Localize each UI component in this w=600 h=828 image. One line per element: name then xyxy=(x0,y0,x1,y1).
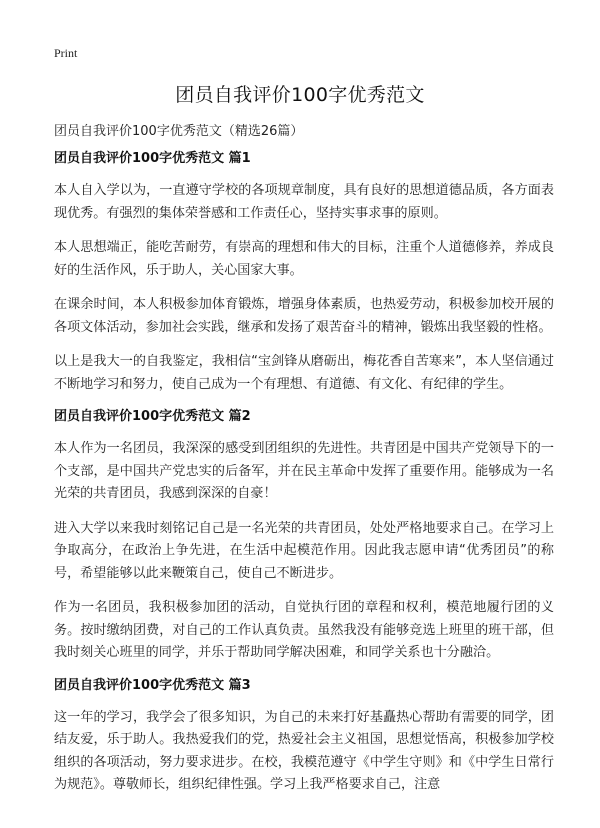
section-heading-1: 团员自我评价100字优秀范文 篇1 xyxy=(54,151,251,166)
paragraph: 本人作为一名团员，我深深的感受到团组织的先进性。共青团是中国共产党领导下的一个支部，是中国共产党忠实的后备军，并在民主革命中发挥了重要作用。能够成为一名光荣的共青团员，我感到深深的自豪！ xyxy=(54,441,554,501)
section-heading-3: 团员自我评价100字优秀范文 篇3 xyxy=(54,677,251,693)
paragraph: 以上是我大一的自我鉴定，我相信“宝剑锋从磨砺出，梅花香自苦寒来”，本人坚信通过不断地学习和努力，使自己成为一个有理想、有道德、有文化、有纪律的学生。 xyxy=(54,354,554,392)
document-subtitle: 团员自我评价100字优秀范文（精选26篇） xyxy=(54,124,304,139)
paragraph: 本人自入学以为，一直遵守学校的各项规章制度，具有良好的思想道德品质，各方面表现优秀。有强烈的集体荣誉感和工作责任心，坚持实事求事的原则。 xyxy=(54,183,554,221)
document-body xyxy=(54,150,554,797)
section-heading-2: 团员自我评价100字优秀范文 篇2 xyxy=(54,409,251,424)
paragraph: 进入大学以来我时刻铭记自己是一名光荣的共青团员，处处严格地要求自己。在学习上争取高分，在政治上争先进，在生活中起模范作用。因此我志愿申请“优秀团员”的称号，希望能够以此来鞭策自己，使自己不断进步。 xyxy=(54,520,554,581)
print-link[interactable]: Print xyxy=(54,46,78,60)
paragraph: 作为一名团员，我积极参加团的活动，自觉执行团的章程和权利，模范地履行团的义务。按时缴纳团费，对自己的工作认真负责。虽然我没有能够竞选上班里的班干部，但我时刻关心班里的同学，并乐于帮助同学解决困难，和同学关系也十分融洽。 xyxy=(54,600,554,660)
paragraph: 在课余时间，本人积极参加体育锻炼，增强身体素质，也热爱劳动，积极参加校开展的各项文体活动，参加社会实践，继承和发扬了艰苦奋斗的精神，锻炼出我坚毅的性格。 xyxy=(54,297,554,335)
page-title: 团员自我评价100字优秀范文 xyxy=(175,84,425,106)
paragraph: 本人思想端正，能吃苦耐劳，有崇高的理想和伟大的目标，注重个人道德修养，养成良好的生活作风，乐于助人，关心国家大事。 xyxy=(54,240,554,278)
paragraph: 这一年的学习，我学会了很多知识，为自己的未来打好基矗热心帮助有需要的同学，团结友爱，乐于助人。我热爱我们的党，热爱社会主义祖国，思想觉悟高，积极参加学校组织的各项活动，努力要求进步。在校，我模范遵守《中学生守则》和《中学生日常行为规范》。尊敬师长，组织纪律性强。学习上我严格要求自己，注意 xyxy=(54,709,554,792)
